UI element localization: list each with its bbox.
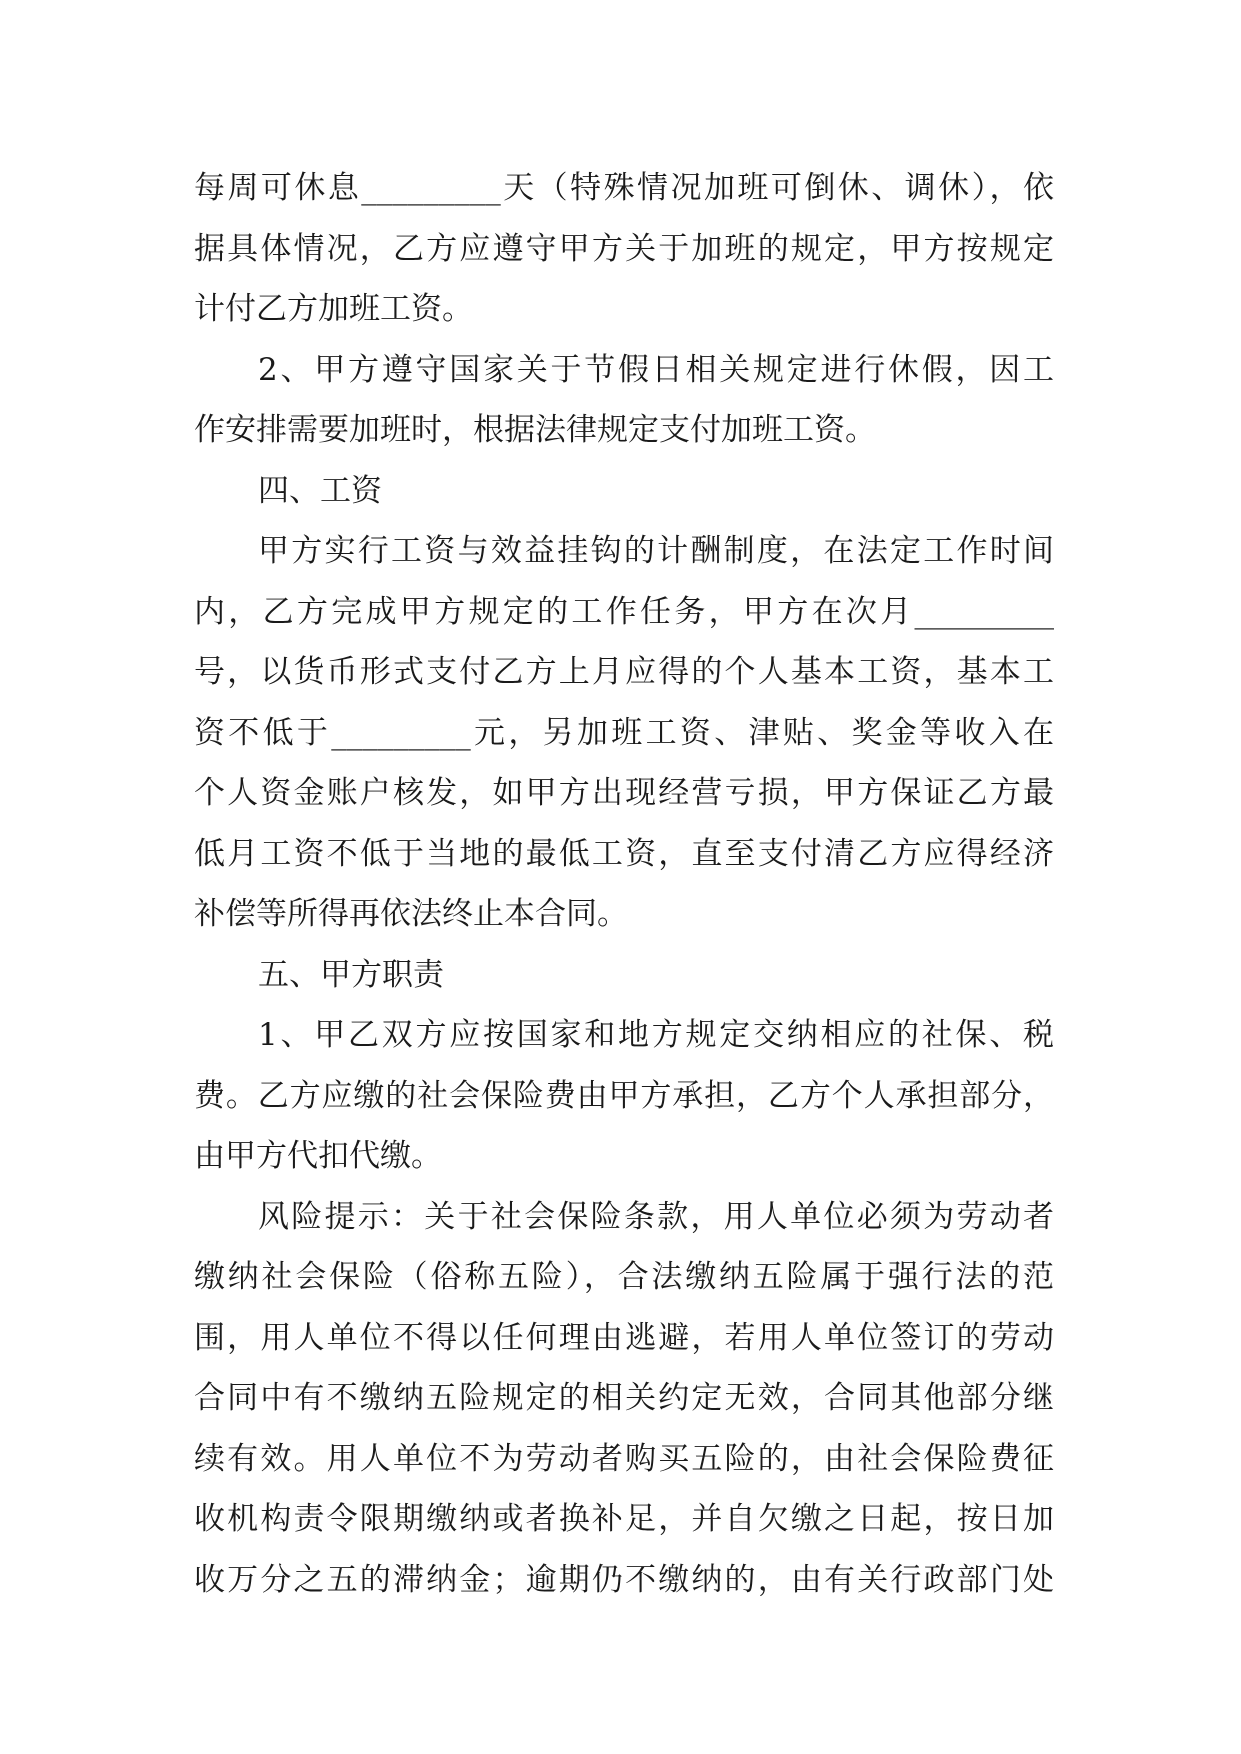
text-line: 收机构责令限期缴纳或者换补足，并自欠缴之日起，按日加 — [194, 1501, 1054, 1537]
text-line: 号，以货币形式支付乙方上月应得的个人基本工资，基本工 — [194, 654, 1054, 690]
text-line: 由甲方代扣代缴。 — [194, 1138, 442, 1174]
text-line: 资不低于_________元，另加班工资、津贴、奖金等收入在 — [194, 714, 1054, 751]
text-line: 合同中有不缴纳五险规定的相关约定无效，合同其他部分继 — [194, 1380, 1054, 1416]
text-line: 补偿等所得再依法终止本合同。 — [194, 896, 628, 932]
text-line: 个人资金账户核发，如甲方出现经营亏损，甲方保证乙方最 — [194, 775, 1054, 811]
paragraph-start: 风险提示：关于社会保险条款，用人单位必须为劳动者 — [258, 1198, 1054, 1235]
text-line: 低月工资不低于当地的最低工资，直至支付清乙方应得经济 — [194, 835, 1054, 872]
text-line: 围，用人单位不得以任何理由逃避，若用人单位签订的劳动 — [194, 1319, 1054, 1356]
text-line: 作安排需要加班时，根据法律规定支付加班工资。 — [194, 412, 876, 448]
document-page — [194, 158, 1054, 1610]
text-line: 据具体情况，乙方应遵守甲方关于加班的规定，甲方按规定 — [194, 230, 1054, 267]
text-line: 缴纳社会保险（俗称五险），合法缴纳五险属于强行法的范 — [194, 1259, 1054, 1295]
text-line: 收万分之五的滞纳金；逾期仍不缴纳的，由有关行政部门处 — [194, 1561, 1054, 1598]
text-line: 费。乙方应缴的社会保险费由甲方承担，乙方个人承担部分， — [194, 1077, 1054, 1114]
paragraph-start: 1、甲乙双方应按国家和地方规定交纳相应的社保、税 — [258, 1017, 1054, 1053]
paragraph-start: 2、甲方遵守国家关于节假日相关规定进行休假，因工 — [258, 351, 1054, 388]
text-line: 内，乙方完成甲方规定的工作任务，甲方在次月_________ — [194, 593, 1054, 630]
text-line: 计付乙方加班工资。 — [194, 291, 473, 327]
section-heading: 五、甲方职责 — [258, 956, 444, 993]
text-line: 续有效。用人单位不为劳动者购买五险的，由社会保险费征 — [194, 1440, 1054, 1477]
section-heading: 四、工资 — [258, 472, 382, 509]
text-line: 每周可休息_________天（特殊情况加班可倒休、调休），依 — [194, 170, 1054, 206]
paragraph-start: 甲方实行工资与效益挂钩的计酬制度，在法定工作时间 — [258, 533, 1054, 569]
